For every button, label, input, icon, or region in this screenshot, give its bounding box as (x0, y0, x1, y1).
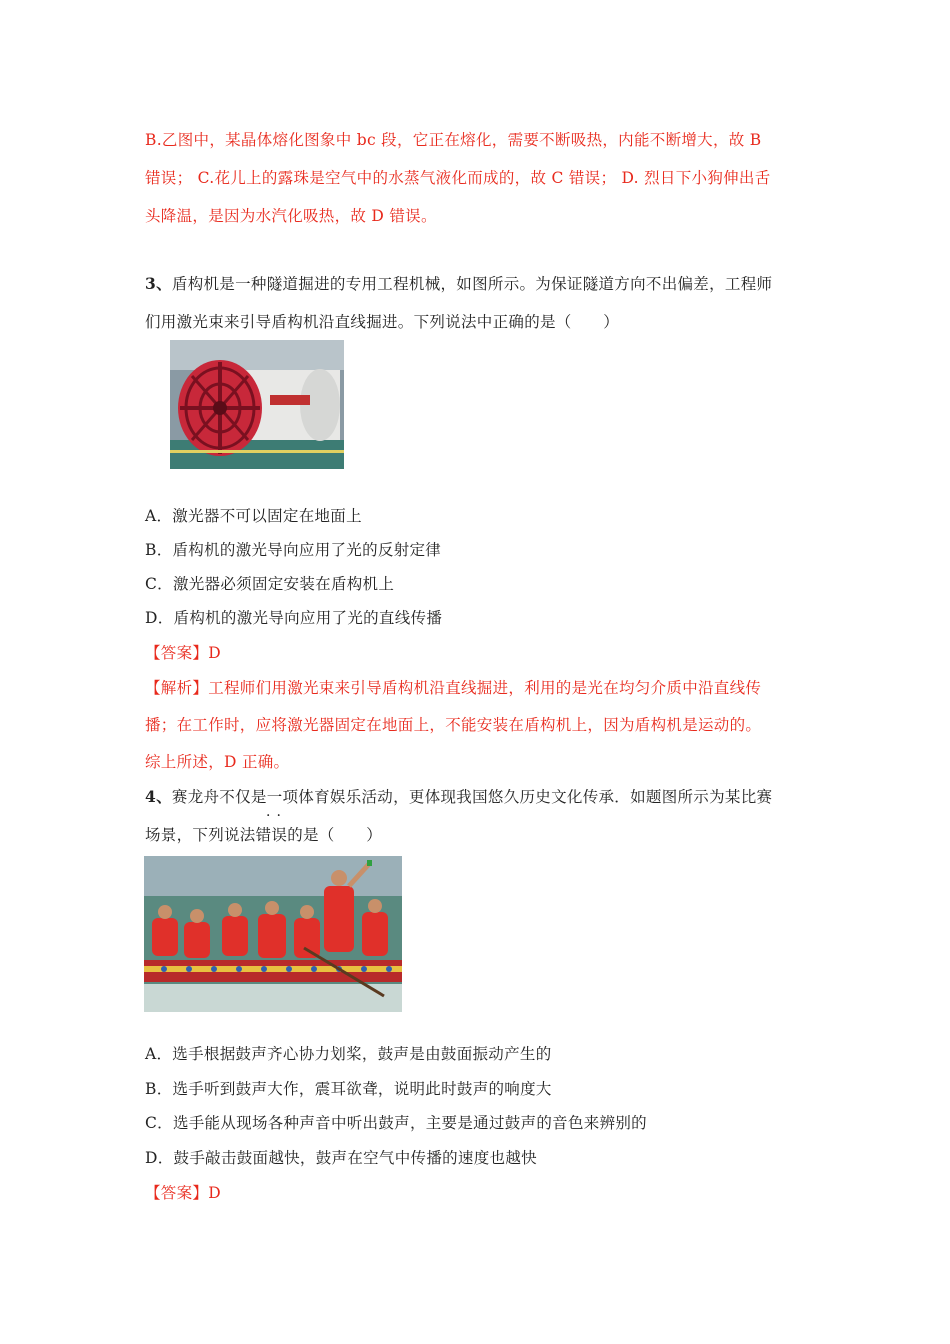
q3-analysis-line-1 (145, 676, 761, 698)
q3-analysis-line-3: 综上所述，D 正确。 (145, 753, 290, 771)
q3-stem-line-1 (145, 272, 772, 294)
q3-stem-text-1: 盾构机是一种隧道掘进的专用工程机械，如图所示。为保证隧道方向不出偏差，工程师 (171, 275, 773, 293)
q4-option-b: B．选手听到鼓声大作，震耳欲聋，说明此时鼓声的响度大 (145, 1080, 552, 1098)
prev-analysis-line-1: B.乙图中，某晶体熔化图象中 bc 段，它正在熔化，需要不断吸热，内能不断增大，故 B (145, 131, 762, 149)
q4-answer-value: D (208, 1184, 221, 1202)
q4-option-d: D．鼓手敲击鼓面越快，鼓声在空气中传播的速度也越快 (145, 1149, 537, 1167)
prev-analysis-line-2: 错误； C.花儿上的露珠是空气中的水蒸气液化而成的，故 C 错误； D. 烈日下小狗伸出舌 (145, 169, 771, 187)
q3-analysis-text-1: 工程师们用激光束来引导盾构机沿直线掘进，利用的是光在均匀介质中沿直线传 (208, 679, 762, 697)
q3-option-a: A．激光器不可以固定在地面上 (145, 507, 362, 525)
q4-stem-text-1: 赛龙舟不仅是一项体育娱乐活动，更体现我国悠久历史文化传承．如题图所示为某比赛 (171, 788, 773, 806)
dragon-boat-photo (144, 856, 402, 1012)
q3-answer-label: 【答案】 (145, 644, 209, 662)
q3-analysis-line-2: 播；在工作时，应将激光器固定在地面上，不能安装在盾构机上，因为盾构机是运动的。 (145, 716, 762, 734)
dragon-boat-image (144, 856, 402, 1012)
q4-option-a: A．选手根据鼓声齐心协力划桨，鼓声是由鼓面振动产生的 (145, 1045, 552, 1063)
q3-stem-line-2: 们用激光束来引导盾构机沿直线掘进。下列说法中正确的是（ ） (145, 313, 620, 331)
q3-analysis-label: 【解析】 (145, 679, 209, 697)
q4-stem-line-1 (145, 785, 772, 807)
q4-answer-label: 【答案】 (145, 1184, 209, 1202)
q3-answer-value: D (208, 644, 221, 662)
shield-machine-photo (170, 340, 344, 469)
q4-stem-line-2: 场景，下列说法错误的是（ ） (145, 826, 383, 844)
shield-machine-image (170, 340, 344, 469)
q4-number: 4、 (145, 787, 172, 806)
q3-option-d: D．盾构机的激光导向应用了光的直线传播 (145, 609, 443, 627)
q3-option-c: C．激光器必须固定安装在盾构机上 (145, 575, 395, 593)
q3-option-b: B．盾构机的激光导向应用了光的反射定律 (145, 541, 442, 559)
q4-option-c: C．选手能从现场各种声音中听出鼓声，主要是通过鼓声的音色来辨别的 (145, 1114, 647, 1132)
prev-analysis-line-3: 头降温，是因为水汽化吸热，故 D 错误。 (145, 207, 437, 225)
emphasis-dots: ·· (266, 808, 287, 824)
q4-answer (145, 1181, 221, 1203)
q3-number: 3、 (145, 274, 172, 293)
q3-answer (145, 641, 221, 663)
